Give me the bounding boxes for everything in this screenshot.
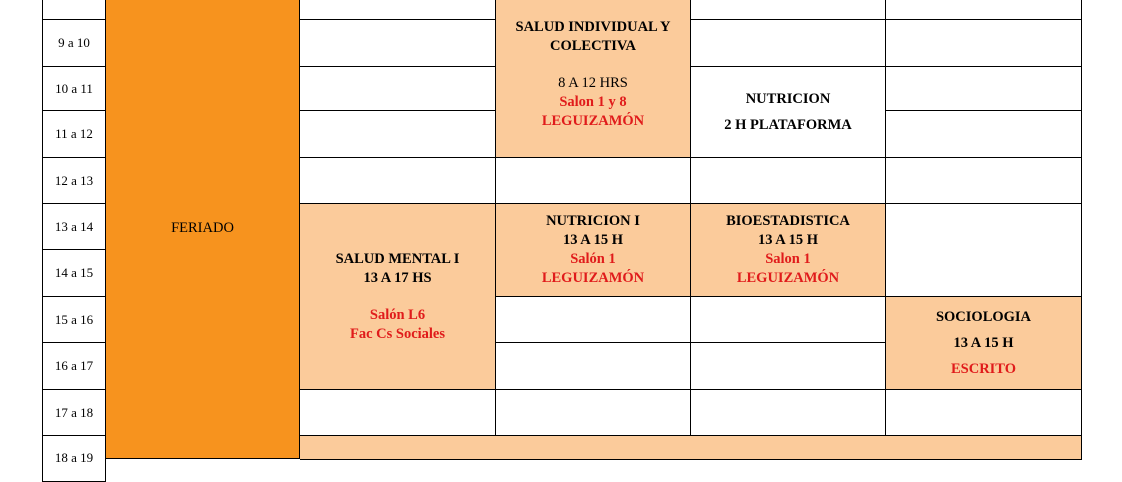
feriado-cell	[106, 0, 300, 459]
time-cell: 10 a 11	[42, 67, 106, 111]
course-place: LEGUIZAMÓN	[541, 270, 645, 286]
time-cell: 11 a 12	[42, 111, 106, 158]
nutricion-i-cell	[496, 204, 691, 297]
empty-cell	[300, 158, 496, 204]
course-room: Salon 1	[765, 251, 811, 267]
course-place: LEGUIZAMÓN	[541, 112, 645, 129]
empty-cell	[691, 390, 886, 436]
time-cell: 14 a 15	[42, 250, 106, 297]
empty-cell	[300, 67, 496, 111]
course-detail: 2 H PLATAFORMA	[724, 116, 852, 133]
empty-cell	[300, 111, 496, 158]
course-place: LEGUIZAMÓN	[736, 270, 840, 286]
feriado-label: FERIADO	[171, 219, 234, 236]
nutricion-cell	[691, 67, 886, 158]
course-hours: 13 A 15 H	[757, 232, 819, 248]
time-cell: 18 a 19	[42, 436, 106, 482]
empty-cell	[886, 20, 1082, 67]
time-cell: 13 a 14	[42, 204, 106, 250]
empty-cell	[886, 204, 1082, 297]
empty-cell	[691, 297, 886, 343]
empty-cell	[886, 158, 1082, 204]
salud-individual-cell	[496, 0, 691, 158]
empty-cell	[496, 343, 691, 390]
empty-cell	[300, 20, 496, 67]
bioestadistica-cell	[691, 204, 886, 297]
course-hours: 13 A 17 HS	[363, 269, 432, 286]
time-cell: 9 a 10	[42, 20, 106, 67]
course-hours: 13 A 15 H	[562, 232, 624, 248]
empty-cell	[886, 390, 1082, 436]
course-place: Fac Cs Sociales	[349, 325, 446, 342]
course-title: SALUD INDIVIDUAL Y COLECTIVA	[515, 18, 671, 54]
course-title: BIOESTADISTICA	[726, 213, 850, 229]
course-room: Salon 1 y 8	[559, 93, 627, 110]
course-title: SOCIOLOGIA	[935, 308, 1032, 325]
course-room: Salón 1	[570, 251, 616, 267]
course-hours: 8 A 12 HRS	[558, 74, 628, 91]
course-hours: 13 A 15 H	[953, 334, 1014, 351]
time-cell: 12 a 13	[42, 158, 106, 204]
time-cell: 15 a 16	[42, 297, 106, 343]
time-cell: 16 a 17	[42, 343, 106, 390]
sociologia-cell	[886, 297, 1082, 390]
empty-cell	[691, 158, 886, 204]
empty-cell	[886, 111, 1082, 158]
empty-cell	[496, 158, 691, 204]
empty-cell	[300, 0, 496, 20]
course-room: Salón L6	[369, 306, 426, 323]
empty-cell	[300, 390, 496, 436]
empty-cell	[886, 0, 1082, 20]
course-title: NUTRICION	[745, 90, 831, 107]
course-mode: ESCRITO	[950, 360, 1016, 377]
salud-mental-cell	[300, 204, 496, 390]
empty-cell	[886, 67, 1082, 111]
bottom-merged-cell	[300, 436, 1082, 460]
empty-cell	[691, 0, 886, 20]
empty-cell	[691, 343, 886, 390]
time-cell-top	[42, 0, 106, 20]
time-cell: 17 a 18	[42, 390, 106, 436]
empty-cell	[496, 390, 691, 436]
course-title: SALUD MENTAL I	[335, 250, 460, 267]
empty-cell	[691, 20, 886, 67]
empty-cell	[496, 297, 691, 343]
course-title: NUTRICION I	[546, 213, 640, 229]
